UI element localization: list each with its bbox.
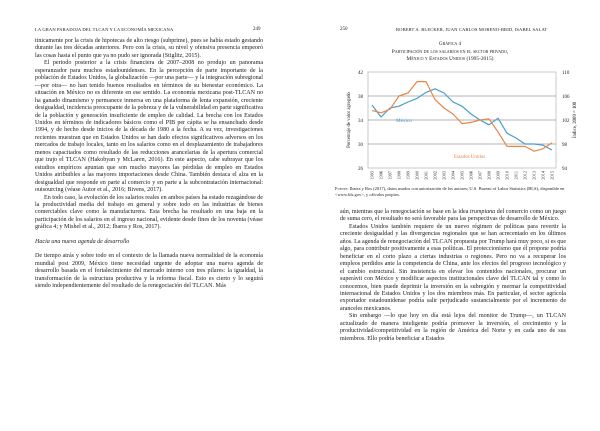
y-axis-label-left: Porcentaje de valor agregado — [347, 92, 352, 148]
x-tick: 2006 — [468, 171, 474, 180]
right-body-text — [340, 209, 566, 343]
series-label-mexico: México — [396, 117, 412, 124]
x-tick: 2000 — [414, 171, 420, 180]
x-tick: 1997 — [387, 171, 393, 180]
x-tick: 2008 — [486, 171, 492, 180]
x-tick: 1995 — [369, 171, 375, 180]
y-tick-right: 102 — [562, 118, 570, 124]
paragraph: aún, mientras que la renegociación se base en la idea trumpiana del comercio como un juego de suma cero, el resultado no será favorable para las perspectivas de desarrollo de México. — [340, 209, 566, 223]
x-tick: 2007 — [477, 171, 483, 180]
x-tick: 2014 — [540, 171, 546, 180]
y-tick-left: 38 — [358, 94, 363, 100]
paragraph: El periodo posterior a la crisis financiera de 2007–2008 no produjo un panorama esperanzador para muchos estadounidenses. En la percepción de parte importante de la población de Estados Unidos, la globalización —por una parte— y la integración subregional —por otra— no han tenido buenos resultados en términos de su bienestar económico. La situación en México no es diferente en ese sentido. La economía mexicana post-TLCAN no ha ganado dinamismo y permanece inmersa en una plataforma de lenta expansión, creciente desigualdad, incidencia preocupante de la pobreza y de la vulnerabilidad en parte significativa de la población y generación insuficiente de empleo de calidad. La brecha con los Estados Unidos en términos de indicadores básicos como el PIB per cápita se ha ensanchado desde 1994, y de hecho desde inicios de la década de 1980 a la fecha. A su vez, investigaciones recientes muestran que en Estados Unidos se han dado efectos significativos adversos en los mercados de trabajo locales, tanto en los salarios como en el desplazamiento de trabajadores menos capacitados como resultado de las reducciones arancelarias de la apertura comercial que trajo el TLCAN (Hakobyan y McLaren, 2016). En este aspecto, cabe subrayar que los estudios empíricos apuntan que son mucho mayores las pérdidas de empleo en Estados Unidos atribuibles a las mayores importaciones desde China. También destaca el alza en la desigualdad que responde en parte al comercio y en parte a la subcontratación internacional: outsourcing (véase Autor et al., 2016; Bivens, 2017). — [35, 60, 263, 194]
paragraph: Sin embargo —lo que hoy en día está lejos del monitor de Trump—, un TLCAN actualizado de manera inteligente podría promover la inversión, el crecimiento y la productividad/competitividad en la región de América del Norte y en cada uno de sus miembros. Ello podría beneficiar a Estados — [340, 313, 566, 342]
figure-label: Gráfica 4 — [438, 41, 462, 47]
chart-series — [372, 82, 552, 152]
x-tick: 2005 — [459, 171, 465, 180]
running-head-left: LA GRAN PARADOJA DEL TLCAN Y LA ECONOMÍA MEXICANA — [35, 27, 174, 32]
y-tick-right: 98 — [562, 142, 567, 148]
y-tick-left: 30 — [358, 142, 363, 148]
right-page — [300, 0, 600, 431]
x-tick: 1998 — [396, 171, 402, 180]
y-tick-right: 106 — [562, 94, 570, 100]
x-tick: 2015 — [549, 171, 555, 180]
y-tick-right: 110 — [562, 70, 570, 76]
x-tick: 1996 — [378, 171, 384, 180]
y-axis-label-right: Índice, 2009 = 100 — [573, 101, 578, 139]
x-tick: 2011 — [513, 171, 519, 180]
source-text: Ibarra y Ros (2017), datos usados con autorización de los autores; U.S. Bureau of Labor Statistics (BLS), disponible en <www.bls.gov>, y cálculos propios. — [335, 186, 565, 197]
source-lead: Fuente: — [335, 186, 349, 191]
x-tick: 2009 — [495, 171, 501, 180]
x-tick: 2003 — [441, 171, 447, 180]
x-tick: 2010 — [504, 171, 510, 180]
paragraph: De tiempo atrás y sobre todo en el contexto de la llamada nueva normalidad de la economía mundial post 2009, México tiene necesidad urgente de adoptar una nueva agenda de desarrollo basada en el fortalecimiento del mercado interno con tres pilares: la igualdad, la transformación de la estructura productiva y la reforma fiscal. Esto es cierto y lo seguirá siendo independientemente del resultado de la renegociación del TLCAN. Más — [35, 253, 263, 290]
series-line-estados-unidos — [372, 82, 552, 152]
x-tick: 2002 — [432, 171, 438, 180]
y-tick-right: 94 — [562, 166, 567, 172]
paragraph: tinicamente por la crisis de hipotecas de alto riesgo (subprime), pues se había estado gestando durante las tres décadas anteriores. Pero con la crisis, su nivel y ofensiva presencia empeoró las cosas hasta el punto que ya no pudo ser ignorada (Stiglitz, 2015). — [35, 38, 263, 59]
page-number-left: 249 — [253, 27, 261, 32]
figure-title-line-1: Participación de los salarios en el sector privado, — [391, 49, 509, 55]
paragraph: Estados Unidos también requiere de un nuevo régimen de políticas para revertir la creciente desigualdad y las divergencias regionales que se han acrecentado en los últimos años. La agenda de renegociación del TLCAN propuesta por Trump hará muy poco, si es que algo, para contribuir positivamente a esas políticas. El proteccionismo que él propone podría beneficiar en el corto plazo a ciertas industrias o regiones. Pero no va a recuperar los empleos perdidos ante la competencia de China, ante los efectos del progreso tecnológico y el cambio estructural. Sin insistencia en elevar los contenidos nacionales, procurar un superávit con México y modificar aspectos institucionales clave del TLCAN tal y como lo conocemos, bien puede deprimir la inversión en la subregión y mermar la competitividad internacional de Estados Unidos y los dos miembros más. En particular, el sector agrícola exportador estadounidense podría salir perjudicado sustancialmente por el incremento de aranceles mexicanos. — [340, 223, 566, 312]
chart-svg — [300, 58, 600, 186]
x-tick: 1999 — [405, 171, 411, 180]
y-tick-left: 34 — [358, 118, 363, 124]
x-tick: 2012 — [522, 171, 528, 180]
figure-title-line-2: México y Estados Unidos (1995-2015) — [406, 56, 494, 62]
line-chart — [300, 58, 600, 186]
figure-source-note — [335, 186, 565, 198]
x-tick: 2013 — [531, 171, 537, 180]
y-tick-left: 26 — [358, 166, 363, 172]
y-tick-left: 42 — [358, 70, 363, 76]
section-heading: Hacia una nueva agenda de desarrollo — [35, 238, 130, 245]
x-tick: 2004 — [450, 171, 456, 180]
page-number-right: 250 — [340, 27, 348, 32]
x-tick: 2001 — [423, 171, 429, 180]
series-label-estados-unidos: Estados Unidos — [454, 155, 486, 160]
chart-axis-ticks — [358, 71, 570, 180]
chart-labels — [347, 92, 578, 160]
paragraph: En todo caso, la evolución de los salarios reales en ambos países ha estado rezagándose de la productividad media del trabajo en general y sobre todo en las industrias de bienes comerciables clave como la manufacturera. Esta brecha ha resultado en una baja en la participación de los salarios en el ingreso nacional, evidente desde fines de los noventa (véase gráfica 4; y Mishel et al., 2012; Ibarra y Ros, 2017). — [35, 194, 263, 231]
left-body-text — [35, 38, 263, 291]
running-head-right: ROBERT A. BLECKER, JUAN CARLOS MORENO-BRID, ISABEL SALAT — [396, 27, 548, 32]
